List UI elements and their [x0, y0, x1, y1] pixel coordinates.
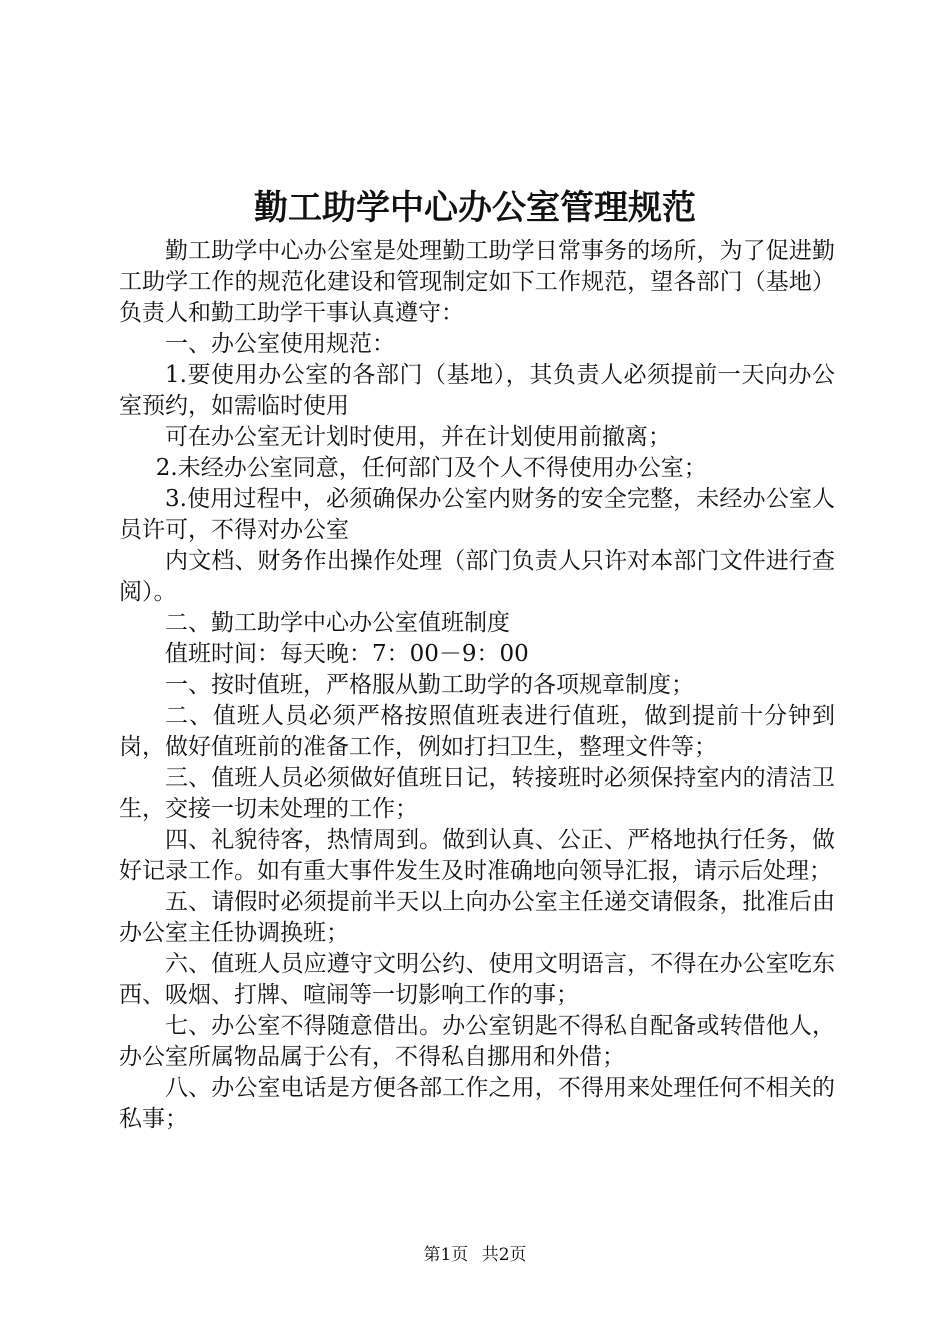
duty-time: 值班时间：每天晚：7：00－9：00	[165, 641, 529, 667]
paragraph-intro: 勤工助学中心办公室是处理勤工助学日常事务的场所，为了促进勤工助学工作的规范化建设和管现制定如下工作规范，望各部门（基地）负责人和勤工助学干事认真遵守：	[119, 238, 835, 326]
page-total: 共2页	[481, 1245, 527, 1265]
duty-rule-7: 七、办公室不得随意借出。办公室钥匙不得私自配备或转借他人，办公室所属物品属于公有，不得私自挪用和外借；	[119, 1013, 835, 1070]
duty-rule-4: 四、礼貌待客，热情周到。做到认真、公正、严格地执行任务，做好记录工作。如有重大事件发生及时准确地向领导汇报，请示后处理；	[119, 827, 835, 884]
duty-rule-5: 五、请假时必须提前半天以上向办公室主任递交请假条，批准后由办公室主任协调换班；	[119, 889, 835, 946]
document-title: 勤工助学中心办公室管理规范	[254, 188, 696, 228]
duty-rule-1: 一、按时值班，严格服从勤工助学的各项规章制度；	[165, 672, 694, 698]
duty-rule-6: 六、值班人员应遵守文明公约、使用文明语言，不得在办公室吃东西、吸烟、打牌、喧闹等一切影响工作的事；	[119, 951, 835, 1008]
rule-item-1-continued: 可在办公室无计划时使用，并在计划使用前撤离；	[165, 424, 671, 450]
page-footer	[0, 1243, 950, 1267]
rule-item-3-continued: 内文档、财务作出操作处理（部门负责人只许对本部门文件进行查阅）。	[119, 548, 835, 605]
section-heading-duty: 二、勤工助学中心办公室值班制度	[165, 610, 510, 636]
page-number: 第1页	[423, 1245, 469, 1265]
duty-rule-3: 三、值班人员必须做好值班日记，转接班时必须保持室内的清洁卫生，交接一切未处理的工作；	[119, 765, 835, 822]
document-body	[119, 236, 835, 1135]
section-heading-office-use: 一、办公室使用规范：	[165, 331, 395, 357]
rule-item-2: 2.未经办公室同意，任何部门及个人不得使用办公室；	[155, 455, 707, 481]
rule-item-3: 3.使用过程中，必须确保办公室内财务的安全完整，未经办公室人员许可，不得对办公室	[119, 486, 835, 543]
duty-rule-8: 八、办公室电话是方便各部工作之用，不得用来处理任何不相关的私事；	[119, 1075, 835, 1132]
rule-item-1: 1.要使用办公室的各部门（基地），其负责人必须提前一天向办公室预约，如需临时使用	[119, 362, 835, 419]
duty-rule-2: 二、值班人员必须严格按照值班表进行值班，做到提前十分钟到岗，做好值班前的准备工作，例如打扫卫生，整理文件等；	[119, 703, 835, 760]
